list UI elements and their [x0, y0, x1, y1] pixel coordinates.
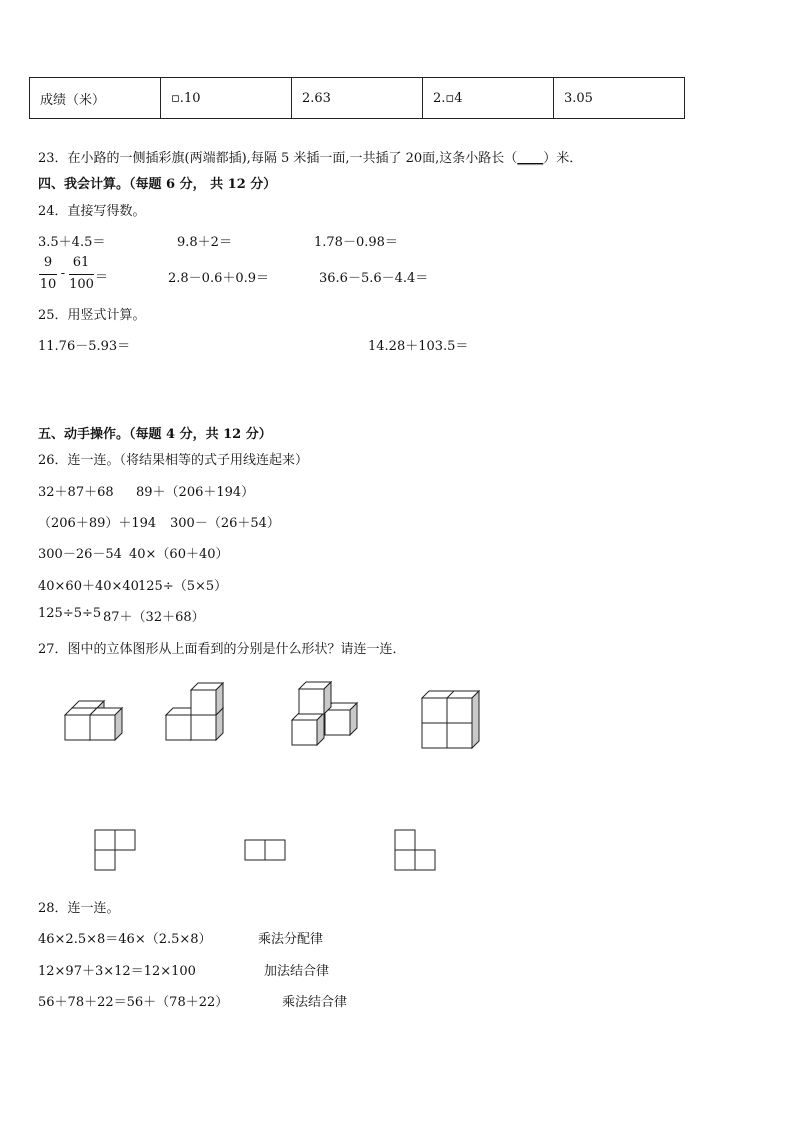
- calc-item: 14.28＋103.5＝: [368, 339, 469, 354]
- expression-left[interactable]: 300－26－54: [38, 547, 122, 562]
- fraction-numerator: 9: [43, 255, 53, 270]
- section-4-title: 四、我会计算。（每题 6 分， 共 12 分）: [38, 177, 277, 192]
- fraction-denominator: 10: [39, 277, 57, 292]
- solid-figure-3[interactable]: [292, 682, 357, 745]
- top-view-shape-3[interactable]: [395, 830, 435, 870]
- solid-figure-4[interactable]: [422, 691, 479, 748]
- table-cell: 2.63: [292, 78, 423, 119]
- question-23-tail: ）米．: [543, 151, 583, 166]
- expression-left[interactable]: 125÷5÷5: [38, 606, 102, 621]
- law-name[interactable]: 乘法分配律: [258, 932, 324, 947]
- top-view-shape-2[interactable]: [245, 840, 285, 860]
- equation-left[interactable]: 46×2.5×8＝46×（2.5×8）: [38, 932, 212, 947]
- expression-right[interactable]: 40×（60＋40）: [129, 547, 229, 562]
- fraction-denominator: 100: [69, 277, 94, 292]
- expression-left[interactable]: 32＋87＋68: [38, 485, 114, 500]
- solid-figure-2[interactable]: [166, 683, 223, 740]
- table-cell: 3.05: [554, 78, 685, 119]
- expression-right[interactable]: 125÷（5×5）: [138, 579, 228, 594]
- law-name[interactable]: 乘法结合律: [282, 995, 348, 1010]
- question-25-title: 25．用竖式计算。: [38, 308, 146, 323]
- equation-left[interactable]: 56＋78＋22＝56＋（78＋22）: [38, 995, 229, 1010]
- table-cell: 2.▫4: [423, 78, 554, 119]
- calc-item: 2.8－0.6＋0.9＝: [168, 271, 270, 286]
- calc-item: 36.6－5.6－4.4＝: [319, 271, 429, 286]
- answer-blank[interactable]: ____: [517, 151, 544, 166]
- question-26-title: 26．连一连。（将结果相等的式子用线连起来）: [38, 453, 309, 468]
- equals-sign: ＝: [95, 270, 109, 285]
- question-24-title: 24．直接写得数。: [38, 204, 146, 219]
- solid-figure-1[interactable]: [65, 701, 122, 740]
- expression-left[interactable]: 40×60＋40×40: [38, 579, 139, 594]
- expression-right[interactable]: 87＋（32＋68）: [103, 610, 205, 625]
- expression-right[interactable]: 89＋（206＋194）: [136, 485, 255, 500]
- calc-item: 9.8＋2＝: [177, 235, 232, 250]
- question-27-title: 27．图中的立体图形从上面看到的分别是什么形状？请连一连．: [38, 642, 406, 657]
- question-23-text: 23．在小路的一侧插彩旗(两端都插),每隔 5 米插一面,一共插了 20面,这条小路长（: [38, 151, 518, 166]
- calc-item: 11.76－5.93＝: [38, 339, 131, 354]
- section-5-title: 五、动手操作。（每题 4 分，共 12 分）: [38, 427, 272, 442]
- table-cell: 成绩（米）: [30, 78, 161, 119]
- calc-item: 1.78－0.98＝: [314, 235, 398, 250]
- expression-right[interactable]: 300－（26＋54）: [170, 516, 280, 531]
- question-28-title: 28．连一连。: [38, 901, 120, 916]
- minus-sign: -: [60, 266, 66, 281]
- expression-left[interactable]: （206＋89）＋194: [38, 516, 157, 531]
- calc-item: 3.5＋4.5＝: [38, 235, 106, 250]
- table-cell: ▫.10: [161, 78, 292, 119]
- law-name[interactable]: 加法结合律: [264, 964, 330, 979]
- fraction-numerator: 61: [72, 255, 90, 270]
- equation-left[interactable]: 12×97＋3×12＝12×100: [38, 964, 196, 979]
- top-view-shape-1[interactable]: [95, 830, 135, 870]
